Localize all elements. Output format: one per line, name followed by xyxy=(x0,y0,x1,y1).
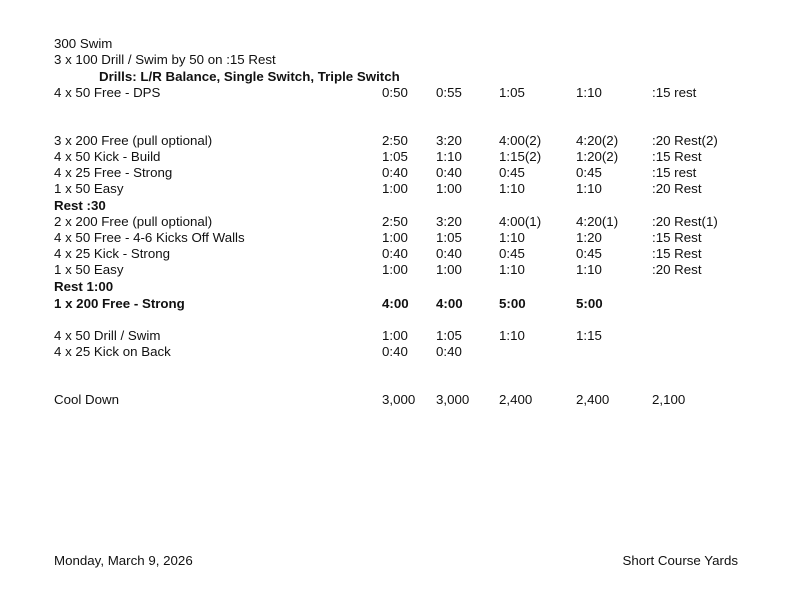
interval-1: 1:00 xyxy=(382,328,408,343)
set-description: 1 x 50 Easy xyxy=(54,181,124,196)
rest-line-1: Rest :30 xyxy=(54,198,106,213)
set-row-dps xyxy=(0,85,792,101)
interval-2: 0:40 xyxy=(436,165,462,180)
interval-4: 1:10 xyxy=(576,181,602,196)
interval-5: :20 Rest(1) xyxy=(652,214,718,229)
warmup-line: 300 Swim xyxy=(54,36,113,51)
set-description: 1 x 200 Free - Strong xyxy=(54,296,185,311)
set-row-main xyxy=(0,296,792,312)
interval-1: 1:00 xyxy=(382,230,408,245)
interval-1: 0:50 xyxy=(382,85,408,100)
set-description: 1 x 50 Easy xyxy=(54,262,124,277)
total-1: 3,000 xyxy=(382,392,416,407)
interval-5: :15 rest xyxy=(652,165,697,180)
interval-1: 0:40 xyxy=(382,246,408,261)
interval-1: 4:00 xyxy=(382,296,409,311)
total-4: 2,400 xyxy=(576,392,610,407)
interval-3: 0:45 xyxy=(499,246,525,261)
footer-date: Monday, March 9, 2026 xyxy=(54,553,193,568)
total-3: 2,400 xyxy=(499,392,533,407)
interval-5: :15 Rest xyxy=(652,149,702,164)
interval-2: 0:40 xyxy=(436,246,462,261)
set-description: 4 x 50 Drill / Swim xyxy=(54,328,161,343)
interval-2: 1:00 xyxy=(436,262,462,277)
interval-4: 1:15 xyxy=(576,328,602,343)
interval-2: 1:00 xyxy=(436,181,462,196)
interval-1: 1:00 xyxy=(382,181,408,196)
set-row-8 xyxy=(0,262,792,278)
set-row-1 xyxy=(0,133,792,149)
interval-4: 4:20(1) xyxy=(576,214,619,229)
total-5: 2,100 xyxy=(652,392,686,407)
interval-5: :15 Rest xyxy=(652,230,702,245)
interval-2: 1:05 xyxy=(436,230,462,245)
interval-1: 2:50 xyxy=(382,214,408,229)
interval-4: 5:00 xyxy=(576,296,603,311)
set-row-6 xyxy=(0,230,792,246)
interval-3: 1:10 xyxy=(499,181,525,196)
interval-5: :15 rest xyxy=(652,85,697,100)
interval-3: 5:00 xyxy=(499,296,526,311)
interval-1: 1:00 xyxy=(382,262,408,277)
interval-1: 0:40 xyxy=(382,344,408,359)
rest-line-2: Rest 1:00 xyxy=(54,279,114,294)
set-row-4 xyxy=(0,181,792,197)
set-description: 3 x 200 Free (pull optional) xyxy=(54,133,213,148)
interval-1: 0:40 xyxy=(382,165,408,180)
interval-2: 1:10 xyxy=(436,149,462,164)
interval-3: 0:45 xyxy=(499,165,525,180)
interval-2: 3:20 xyxy=(436,214,462,229)
interval-2: 0:55 xyxy=(436,85,462,100)
interval-4: 4:20(2) xyxy=(576,133,619,148)
set-row-3 xyxy=(0,165,792,181)
set-description: 4 x 50 Free - 4-6 Kicks Off Walls xyxy=(54,230,245,245)
interval-3: 1:05 xyxy=(499,85,525,100)
interval-3: 1:10 xyxy=(499,262,525,277)
drill-set-line: 3 x 100 Drill / Swim by 50 on :15 Rest xyxy=(54,52,276,67)
set-row-11 xyxy=(0,344,792,360)
interval-3: 1:10 xyxy=(499,230,525,245)
interval-2: 0:40 xyxy=(436,344,462,359)
interval-4: 1:10 xyxy=(576,85,602,100)
interval-2: 3:20 xyxy=(436,133,462,148)
interval-2: 4:00 xyxy=(436,296,463,311)
cool-down-row xyxy=(0,392,792,408)
interval-1: 1:05 xyxy=(382,149,408,164)
set-description: 4 x 50 Free - DPS xyxy=(54,85,161,100)
footer-course: Short Course Yards xyxy=(622,553,738,568)
set-row-5 xyxy=(0,214,792,230)
interval-4: 1:20(2) xyxy=(576,149,619,164)
interval-3: 4:00(2) xyxy=(499,133,542,148)
set-description: 4 x 25 Free - Strong xyxy=(54,165,173,180)
interval-5: :20 Rest xyxy=(652,181,702,196)
set-row-10 xyxy=(0,328,792,344)
interval-3: 1:15(2) xyxy=(499,149,542,164)
drills-line: Drills: L/R Balance, Single Switch, Triple Switch xyxy=(99,69,400,84)
cool-down-label: Cool Down xyxy=(54,392,120,407)
set-row-2 xyxy=(0,149,792,165)
set-description: 2 x 200 Free (pull optional) xyxy=(54,214,213,229)
interval-2: 1:05 xyxy=(436,328,462,343)
interval-4: 0:45 xyxy=(576,165,602,180)
interval-4: 1:20 xyxy=(576,230,602,245)
interval-3: 4:00(1) xyxy=(499,214,542,229)
total-2: 3,000 xyxy=(436,392,470,407)
set-description: 4 x 25 Kick - Strong xyxy=(54,246,171,261)
interval-5: :15 Rest xyxy=(652,246,702,261)
interval-1: 2:50 xyxy=(382,133,408,148)
set-description: 4 x 25 Kick on Back xyxy=(54,344,171,359)
interval-4: 0:45 xyxy=(576,246,602,261)
interval-3: 1:10 xyxy=(499,328,525,343)
set-description: 4 x 50 Kick - Build xyxy=(54,149,161,164)
set-row-7 xyxy=(0,246,792,262)
interval-5: :20 Rest(2) xyxy=(652,133,718,148)
interval-5: :20 Rest xyxy=(652,262,702,277)
interval-4: 1:10 xyxy=(576,262,602,277)
